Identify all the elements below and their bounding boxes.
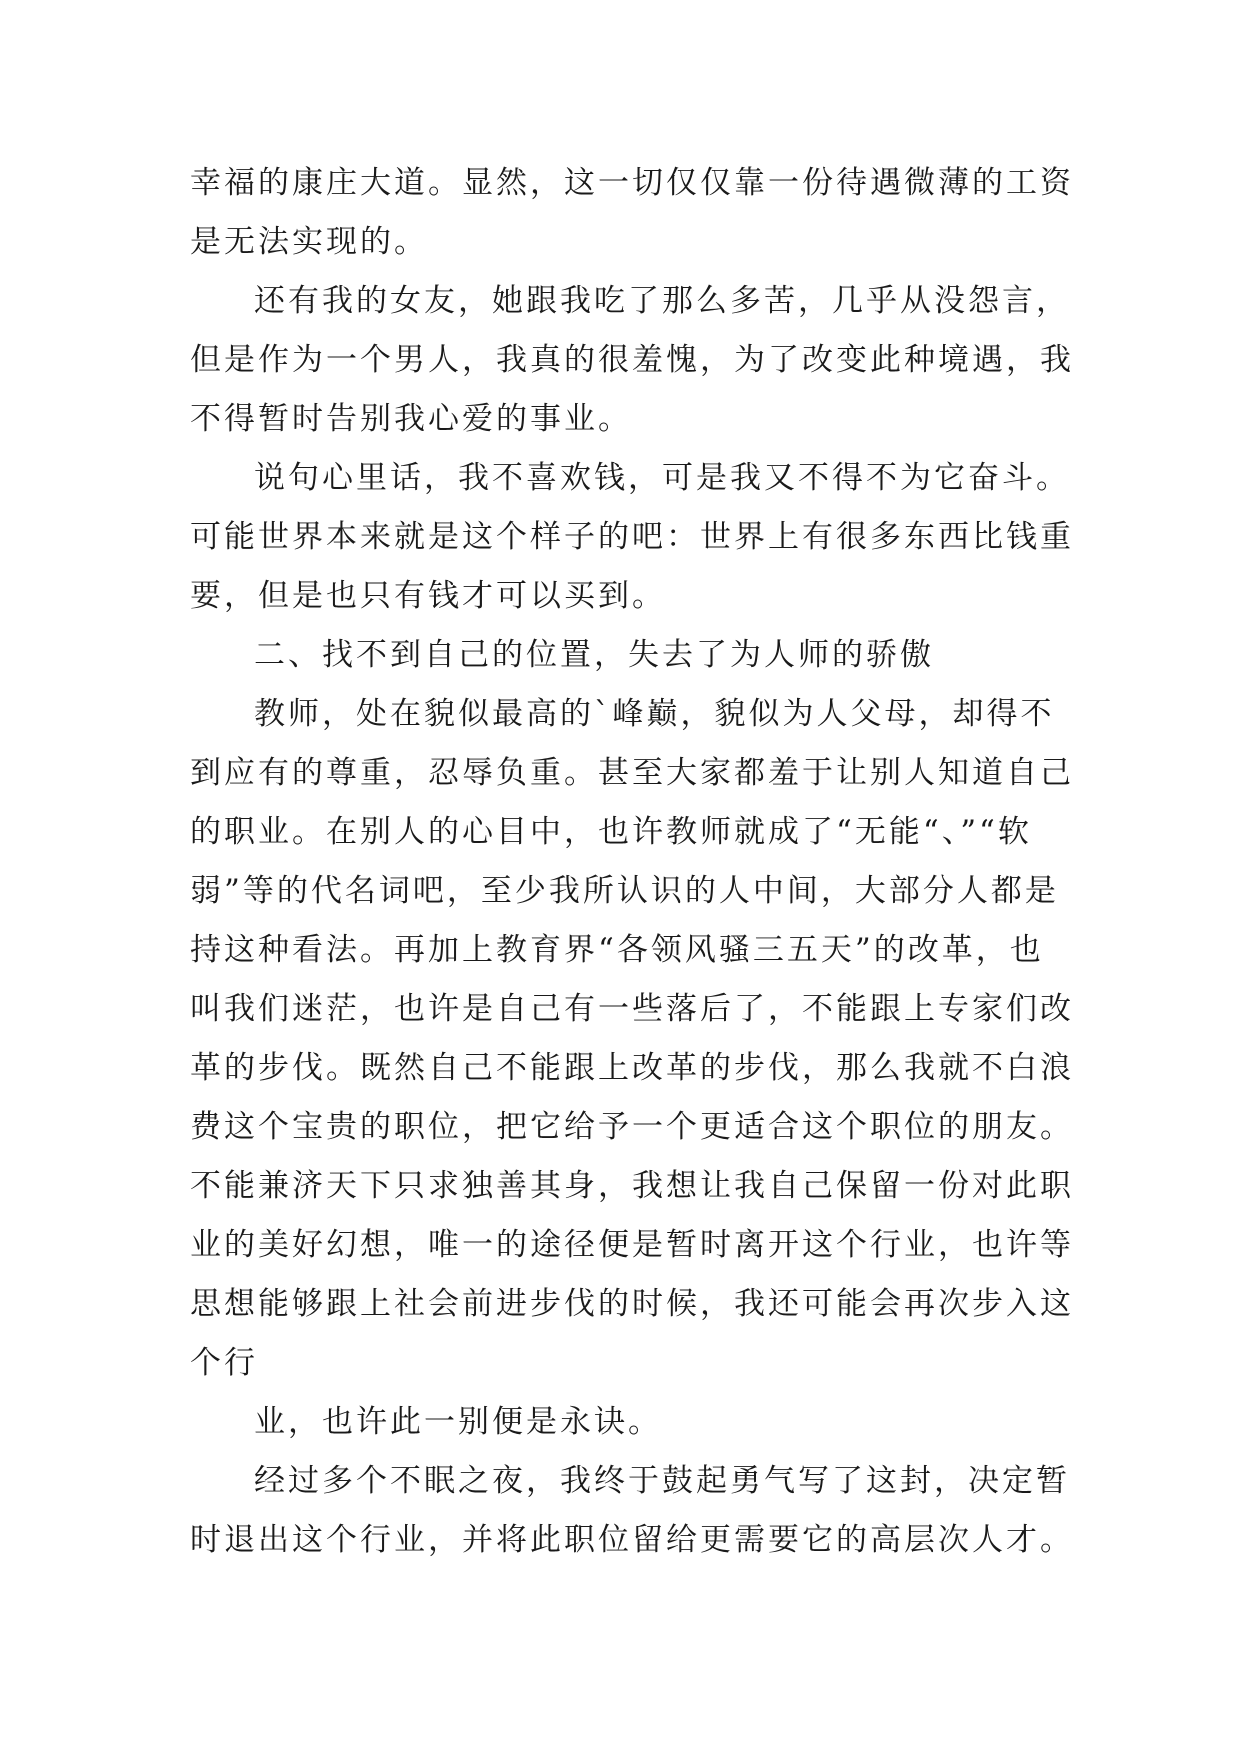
text-line: 叫我们迷茫，也许是自己有一些落后了，不能跟上专家们改 <box>190 991 1074 1027</box>
text-line: 但是作为一个男人，我真的很羞愧，为了改变此种境遇，我 <box>190 342 1074 378</box>
text-line: 业，也许此一别便是永诀。 <box>254 1404 662 1440</box>
text-line: 弱”等的代名词吧，至少我所认识的人中间，大部分人都是 <box>190 873 1059 909</box>
text-line: 不能兼济天下只求独善其身，我想让我自己保留一份对此职 <box>190 1168 1074 1204</box>
text-line: 不得暂时告别我心爱的事业。 <box>190 401 632 437</box>
text-line: 的职业。在别人的心目中，也许教师就成了“无能“、”“软 <box>190 814 1032 850</box>
text-line: 说句心里话，我不喜欢钱，可是我又不得不为它奋斗。 <box>254 460 1070 496</box>
text-line: 思想能够跟上社会前进步伐的时候，我还可能会再次步入这 <box>190 1286 1074 1322</box>
text-line: 持这种看法。再加上教育界“各领风骚三五天”的改革，也 <box>190 932 1044 968</box>
text-line: 要，但是也只有钱才可以买到。 <box>190 578 666 614</box>
text-line: 可能世界本来就是这个样子的吧：世界上有很多东西比钱重 <box>190 519 1074 555</box>
text-line: 费这个宝贵的职位，把它给予一个更适合这个职位的朋友。 <box>190 1109 1074 1145</box>
text-line: 幸福的康庄大道。显然，这一切仅仅靠一份待遇微薄的工资 <box>190 165 1074 201</box>
text-line: 教师，处在貌似最高的`峰巅，貌似为人父母，却得不 <box>254 696 1055 732</box>
text-line: 时退出这个行业，并将此职位留给更需要它的高层次人才。 <box>190 1522 1074 1558</box>
text-line: 到应有的尊重，忍辱负重。甚至大家都羞于让别人知道自己 <box>190 755 1074 791</box>
text-line: 业的美好幻想，唯一的途径便是暂时离开这个行业，也许等 <box>190 1227 1074 1263</box>
text-line: 个行 <box>190 1345 258 1381</box>
text-line: 革的步伐。既然自己不能跟上改革的步伐，那么我就不白浪 <box>190 1050 1074 1086</box>
text-line: 经过多个不眠之夜，我终于鼓起勇气写了这封，决定暂 <box>254 1463 1070 1499</box>
section-heading: 二、找不到自己的位置，失去了为人师的骄傲 <box>254 637 934 673</box>
text-line: 还有我的女友，她跟我吃了那么多苦，几乎从没怨言， <box>254 283 1070 319</box>
text-line: 是无法实现的。 <box>190 224 428 260</box>
